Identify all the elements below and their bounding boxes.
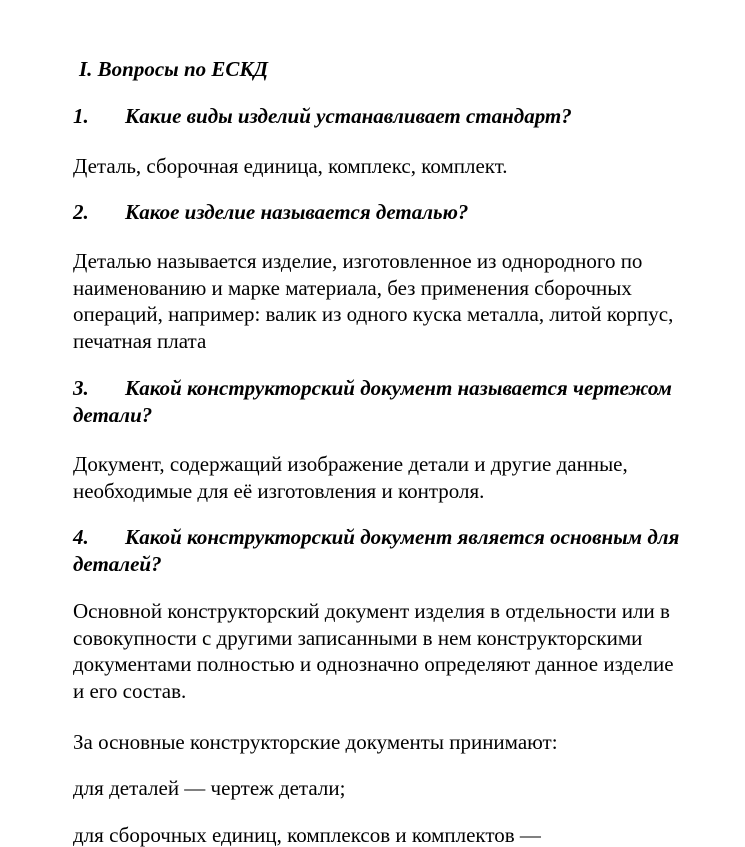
answer-4-line: документами полностью и однозначно определяют данное изделие — [73, 652, 674, 676]
section-title: I. Вопросы по ЕСКД — [79, 57, 269, 81]
question-2 — [73, 199, 745, 226]
answer-4 — [73, 598, 745, 704]
question-4-number: 4. — [73, 525, 89, 549]
question-4-text-line: Какой конструкторский документ является основным для — [125, 525, 680, 549]
answer-4-line: совокупности с другими записанными в нем конструкторскими — [73, 625, 643, 650]
question-2-text: Какое изделие называется деталью? — [125, 200, 469, 224]
question-1 — [73, 103, 745, 130]
question-3-text-line: Какой конструкторский документ называется чертежом — [125, 376, 672, 400]
question-3 — [73, 375, 745, 429]
answer-4-line: Основной конструкторский документ изделия в отдельности или в — [73, 599, 670, 623]
question-1-text: Какие виды изделий устанавливает стандарт? — [125, 104, 572, 128]
question-1-number: 1. — [73, 104, 89, 128]
paragraph-assembly-units: для сборочных единиц, комплексов и комплектов — — [73, 823, 541, 847]
question-4 — [73, 524, 745, 578]
question-3-number: 3. — [73, 376, 89, 400]
answer-2-line: печатная плата — [73, 328, 207, 353]
answer-3 — [73, 451, 745, 504]
answer-3-line: Документ, содержащий изображение детали и другие данные, — [73, 452, 628, 476]
answer-2-line: Деталью называется изделие, изготовленное из однородного по — [73, 249, 643, 273]
paragraph-details: для деталей — чертеж детали; — [73, 776, 346, 800]
question-3-text-line: детали? — [73, 403, 153, 427]
answer-2-line: наименованию и марке материала, без применения сборочных — [73, 275, 632, 300]
question-4-text-line: деталей? — [73, 552, 162, 576]
paragraph-main-documents: За основные конструкторские документы принимают: — [73, 730, 558, 754]
question-2-number: 2. — [73, 200, 89, 224]
answer-4-line: и его состав. — [73, 678, 187, 703]
answer-2-line: операций, например: валик из одного куска металла, литой корпус, — [73, 302, 674, 326]
answer-2 — [73, 248, 745, 354]
answer-3-line: необходимые для её изготовления и контроля. — [73, 478, 485, 503]
answer-1-line: Деталь, сборочная единица, комплекс, комплект. — [73, 154, 508, 178]
answer-1 — [73, 153, 745, 180]
